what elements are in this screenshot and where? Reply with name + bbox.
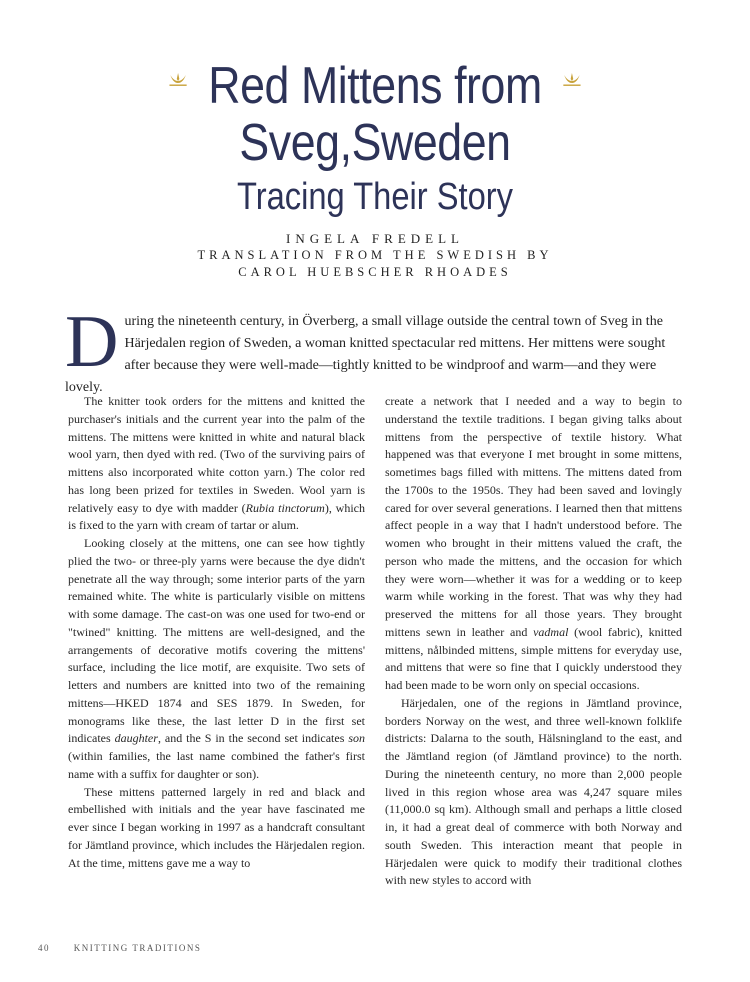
text-run: (wool fabric), knitted mittens, nålbinded mittens, simple mittens for everyday use, and mittens that were so fine that I quickly understood they had been made to be worn only on special occasions.	[385, 624, 682, 692]
text-run: create a network that I needed and a way to begin to understand the textile traditions. I began giving talks about mittens from the perspective of textile history. What happened was that everyone I met brought in some mittens, sometimes bags filled with mittens. The mittens dated from the 1700s to the 1950s. They had been saved and lovingly cared for over several generations. I learned then that mittens affect people in a way that I hadn't understood before. The women who brought in their mittens valued the craft, the person who made the mittens, and the occasion for which they were worn—whether it was for a wedding or to keep warm while working in the forest. That was why they had preserved the mittens for all those years. They brought mittens sewn in leather and	[385, 394, 682, 639]
title-line-1-wrap	[208, 58, 542, 115]
intro-text: uring the nineteenth century, in Överberg, a small village outside the central town of Sveg in the Härjedalen region of Sweden, a woman knitted spectacular red mittens. Her mittens were sought after because they were well-made—tightly knitted to be windproof and warm—and they were lovely.	[65, 314, 666, 395]
article-header	[0, 58, 750, 220]
title-text-line-1: Red Mittens from	[208, 57, 542, 115]
drop-cap: D	[65, 301, 119, 383]
article-subtitle: Tracing Their Story	[236, 176, 514, 218]
body-column-right	[385, 393, 682, 890]
body-paragraph: Härjedalen, one of the regions in Jämtland province, borders Norway on the west, and three well-known folklife districts: Dalarna to the south, Hälsningland to the east, and the Jämtland region (of Jämtland province) to the north. During the nineteenth century, no more than 2,000 people lived in this region whose area was 4,247 square miles (11,000.0 sq km). Although small and perhaps a little closed in, it had a great deal of commerce with both Norway and south Sweden. This interaction meant that people in Härjedalen were quick to modify their traditional clothes with new styles to accord with	[385, 695, 682, 888]
byline	[0, 230, 750, 281]
text-run: The knitter took orders for the mittens and knitted the purchaser's initials and the current year into the palm of the mittens. The mittens were knitted in white and natural black wool yarn, then dyed with red. (Two of the surviving pairs of mittens also incorporated white cotton yarn.) The color red has long been prized for textiles in Sweden. Wool yarn is relatively easy to dye with madder (	[68, 394, 365, 515]
intro-paragraph	[65, 301, 685, 399]
translation-credit-line-2: CAROL HUEBSCHER RHOADES	[238, 265, 512, 279]
page-footer	[38, 943, 201, 953]
translation-credit-line-1: TRANSLATION FROM THE SWEDISH BY	[197, 248, 553, 262]
italic-term: Rubia tinctorum	[245, 500, 325, 515]
text-run: ), which is fixed to the yarn with cream of tartar or alum.	[68, 500, 365, 533]
text-run: Looking closely at the mittens, one can see how tightly plied the two- or three-ply yarns were because the dye didn't penetrate all the way through; some interior parts of the yarn remained white. The white is particularly visible on mittens with some damage. The cast-on was one used for two-end or "twined" knitting. The mittens are well-designed, and the arrangements of decorative motifs covering the mittens' surface, including the lice motif, are exquisite. Two sets of letters and numbers are knitted into two of the remaining mittens—HKED 1874 and SES 1879. In Sweden, for monograms like these, the last letter D in the first set indicates	[68, 536, 365, 746]
text-run: , and the S in the second set indicates	[157, 731, 349, 746]
author-name: INGELA FREDELL	[286, 231, 464, 246]
page-number: 40	[38, 943, 50, 953]
article-title-line-1	[53, 58, 698, 115]
publication-name: KNITTING TRADITIONS	[73, 943, 202, 953]
fleuron-ornament-icon	[169, 72, 188, 88]
text-run: (within families, the last name combined the father's first name with a suffix for daughter or son).	[68, 749, 365, 781]
article-title-line-2: Sveg,Sweden	[239, 114, 511, 172]
body-paragraph: These mittens patterned largely in red and black and embellished with initials and the year have fascinated me ever since I began working in 1997 as a handcraft consultant for Jämtland province, which includes the Härjedalen region. At the time, mittens gave me a way to	[68, 784, 365, 870]
body-paragraph	[385, 393, 682, 695]
body-column-left	[68, 393, 365, 872]
italic-term: daughter	[114, 731, 158, 746]
body-paragraph	[68, 535, 365, 784]
fleuron-ornament-icon	[562, 72, 581, 88]
body-paragraph	[68, 393, 365, 535]
italic-term: vadmal	[533, 624, 569, 639]
italic-term: son	[348, 731, 365, 746]
